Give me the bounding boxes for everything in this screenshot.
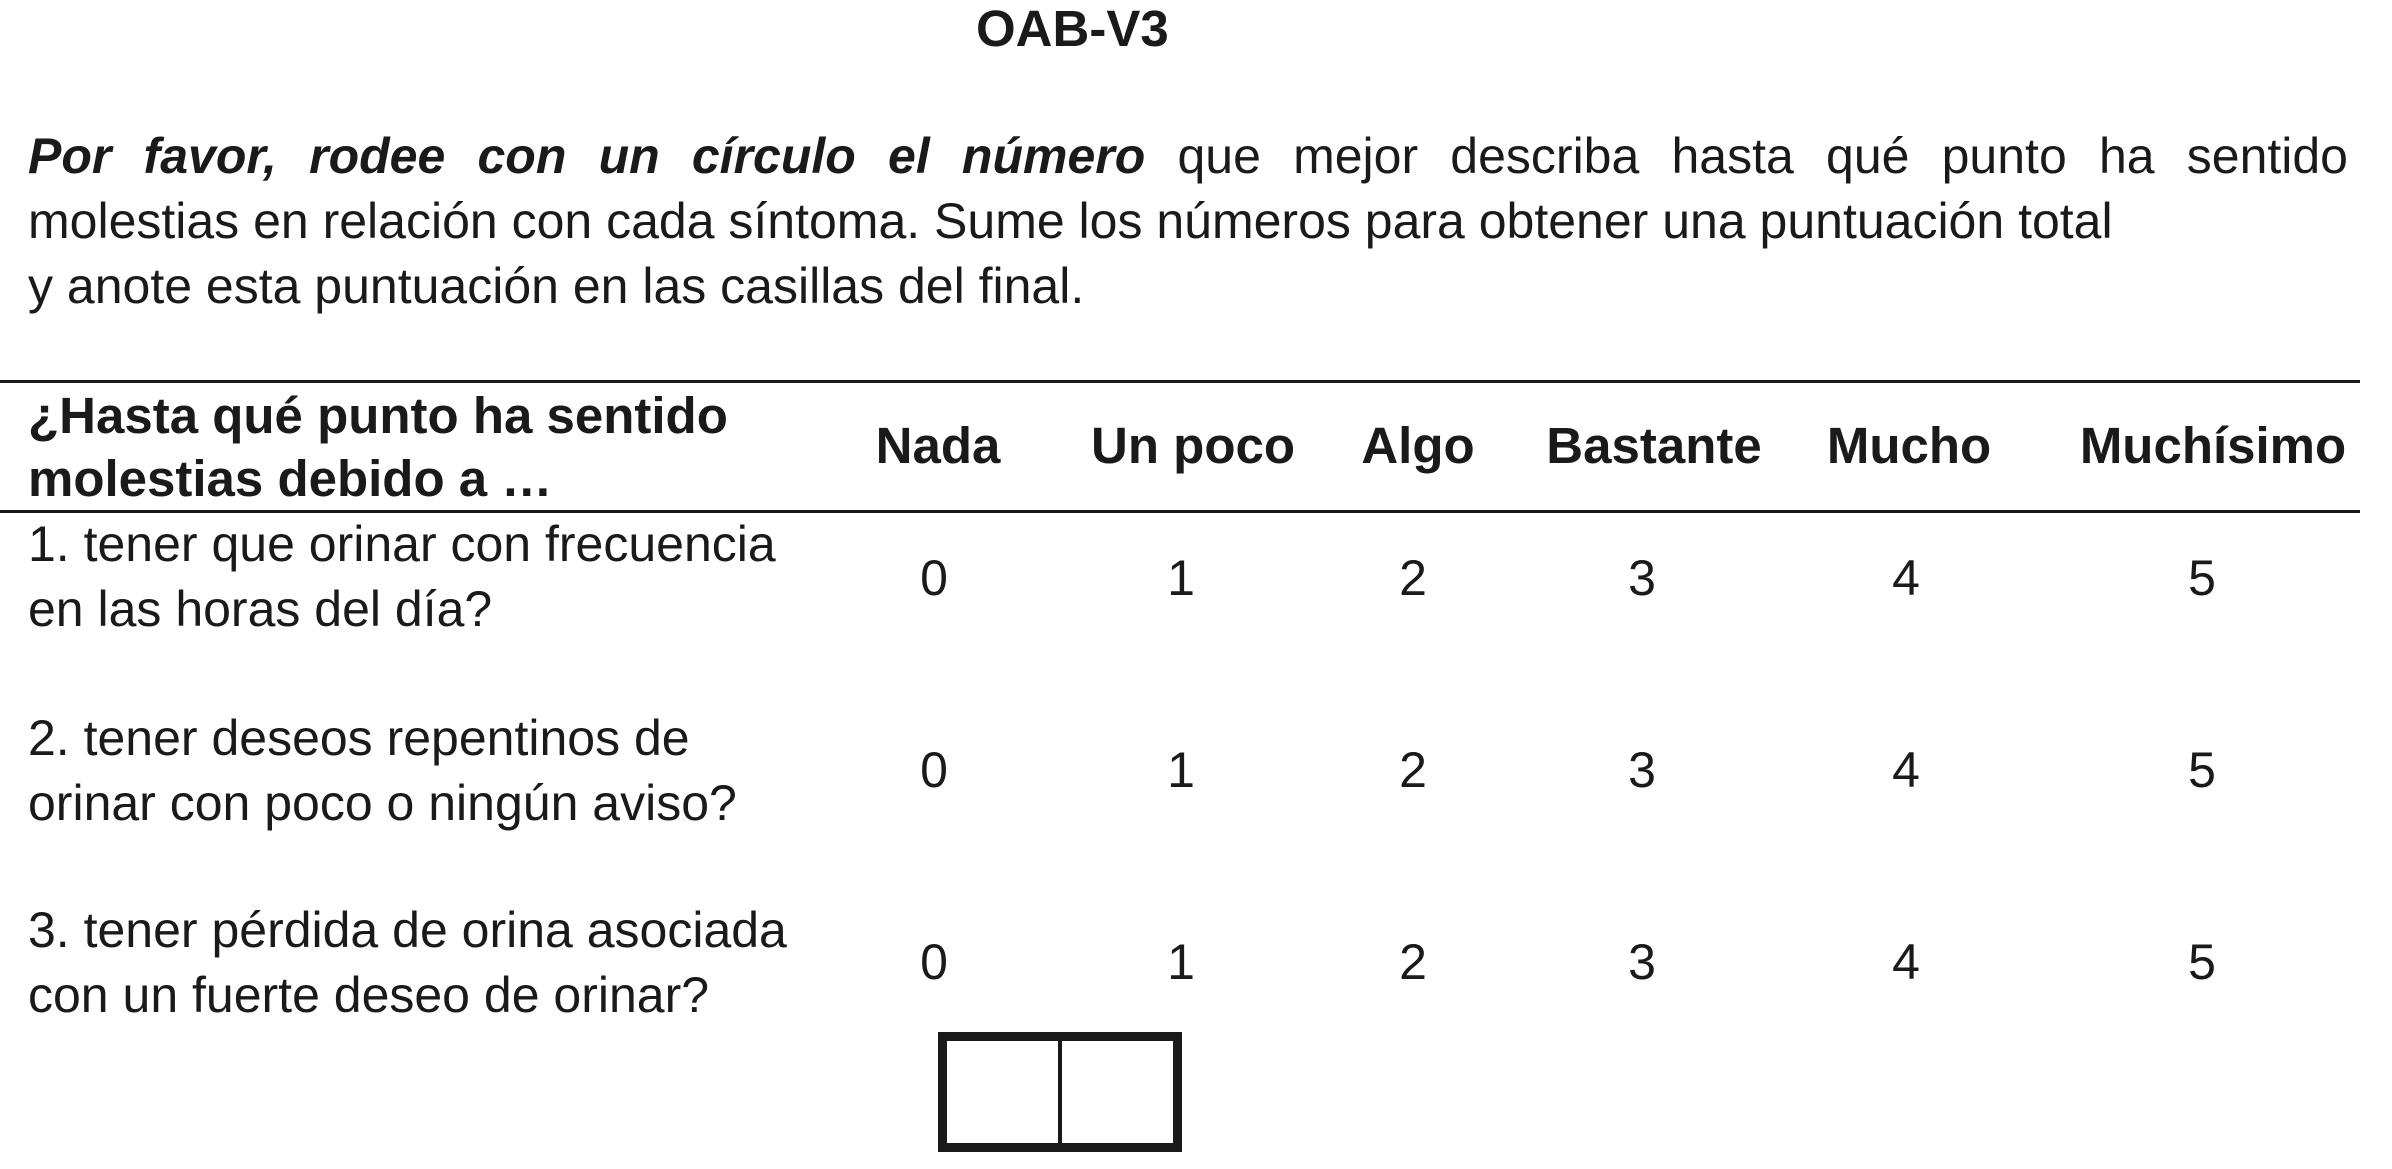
question-3-score-5[interactable]: 5: [2188, 934, 2216, 990]
total-score-digit-2[interactable]: [1062, 1041, 1173, 1143]
question-2-score-4[interactable]: 4: [1892, 742, 1920, 798]
instructions-line-1-rest: que mejor describa hasta qué punto ha sentido: [1145, 128, 2348, 184]
question-1: [28, 512, 776, 642]
question-2-score-5[interactable]: 5: [2188, 742, 2216, 798]
question-1-score-0[interactable]: 0: [920, 550, 948, 606]
instructions-line-2: molestias en relación con cada síntoma. Sume los números para obtener una puntuación total: [28, 193, 2113, 249]
header-question-line-2: molestias debido a …: [28, 450, 553, 507]
instructions-line-3: y anote esta puntuación en las casillas del final.: [28, 258, 1085, 314]
column-header-bastante: Bastante: [1546, 417, 1762, 474]
question-3-score-0[interactable]: 0: [920, 934, 948, 990]
instructions-emphasis: Por favor, rodee con un círculo el número: [28, 128, 1146, 184]
question-1-line-2: en las horas del día?: [28, 581, 493, 637]
question-1-score-4[interactable]: 4: [1892, 550, 1920, 606]
column-header-un-poco: Un poco: [1091, 417, 1295, 474]
question-2-score-2[interactable]: 2: [1399, 742, 1427, 798]
question-3-line-1: 3. tener pérdida de orina asociada: [28, 902, 787, 958]
total-score-box: [938, 1032, 1182, 1152]
form-title: OAB-V3: [976, 0, 1169, 57]
question-3: [28, 898, 787, 1028]
total-score-digit-1[interactable]: [947, 1041, 1062, 1143]
question-2-score-0[interactable]: 0: [920, 742, 948, 798]
instructions-line-1: [28, 124, 2348, 189]
question-2-score-1[interactable]: 1: [1167, 742, 1195, 798]
column-header-algo: Algo: [1361, 417, 1475, 474]
question-1-score-3[interactable]: 3: [1628, 550, 1656, 606]
table-top-divider: [0, 380, 2360, 383]
question-3-score-1[interactable]: 1: [1167, 934, 1195, 990]
column-header-mucho: Mucho: [1826, 417, 1992, 474]
question-3-score-2[interactable]: 2: [1399, 934, 1427, 990]
question-2-line-1: 2. tener deseos repentinos de: [28, 710, 690, 766]
question-3-score-3[interactable]: 3: [1628, 934, 1656, 990]
question-2-score-3[interactable]: 3: [1628, 742, 1656, 798]
table-header-question: [28, 384, 728, 510]
question-3-line-2: con un fuerte deseo de orinar?: [28, 967, 710, 1023]
question-2: [28, 706, 737, 836]
header-question-line-1: ¿Hasta qué punto ha sentido: [28, 387, 728, 444]
question-1-score-1[interactable]: 1: [1167, 550, 1195, 606]
column-header-nada: Nada: [875, 417, 1001, 474]
question-1-score-2[interactable]: 2: [1399, 550, 1427, 606]
column-header-muchisimo: Muchísimo: [2079, 417, 2347, 474]
instructions: [28, 124, 2388, 319]
question-2-line-2: orinar con poco o ningún aviso?: [28, 775, 737, 831]
question-1-score-5[interactable]: 5: [2188, 550, 2216, 606]
question-3-score-4[interactable]: 4: [1892, 934, 1920, 990]
question-1-line-1: 1. tener que orinar con frecuencia: [28, 516, 776, 572]
